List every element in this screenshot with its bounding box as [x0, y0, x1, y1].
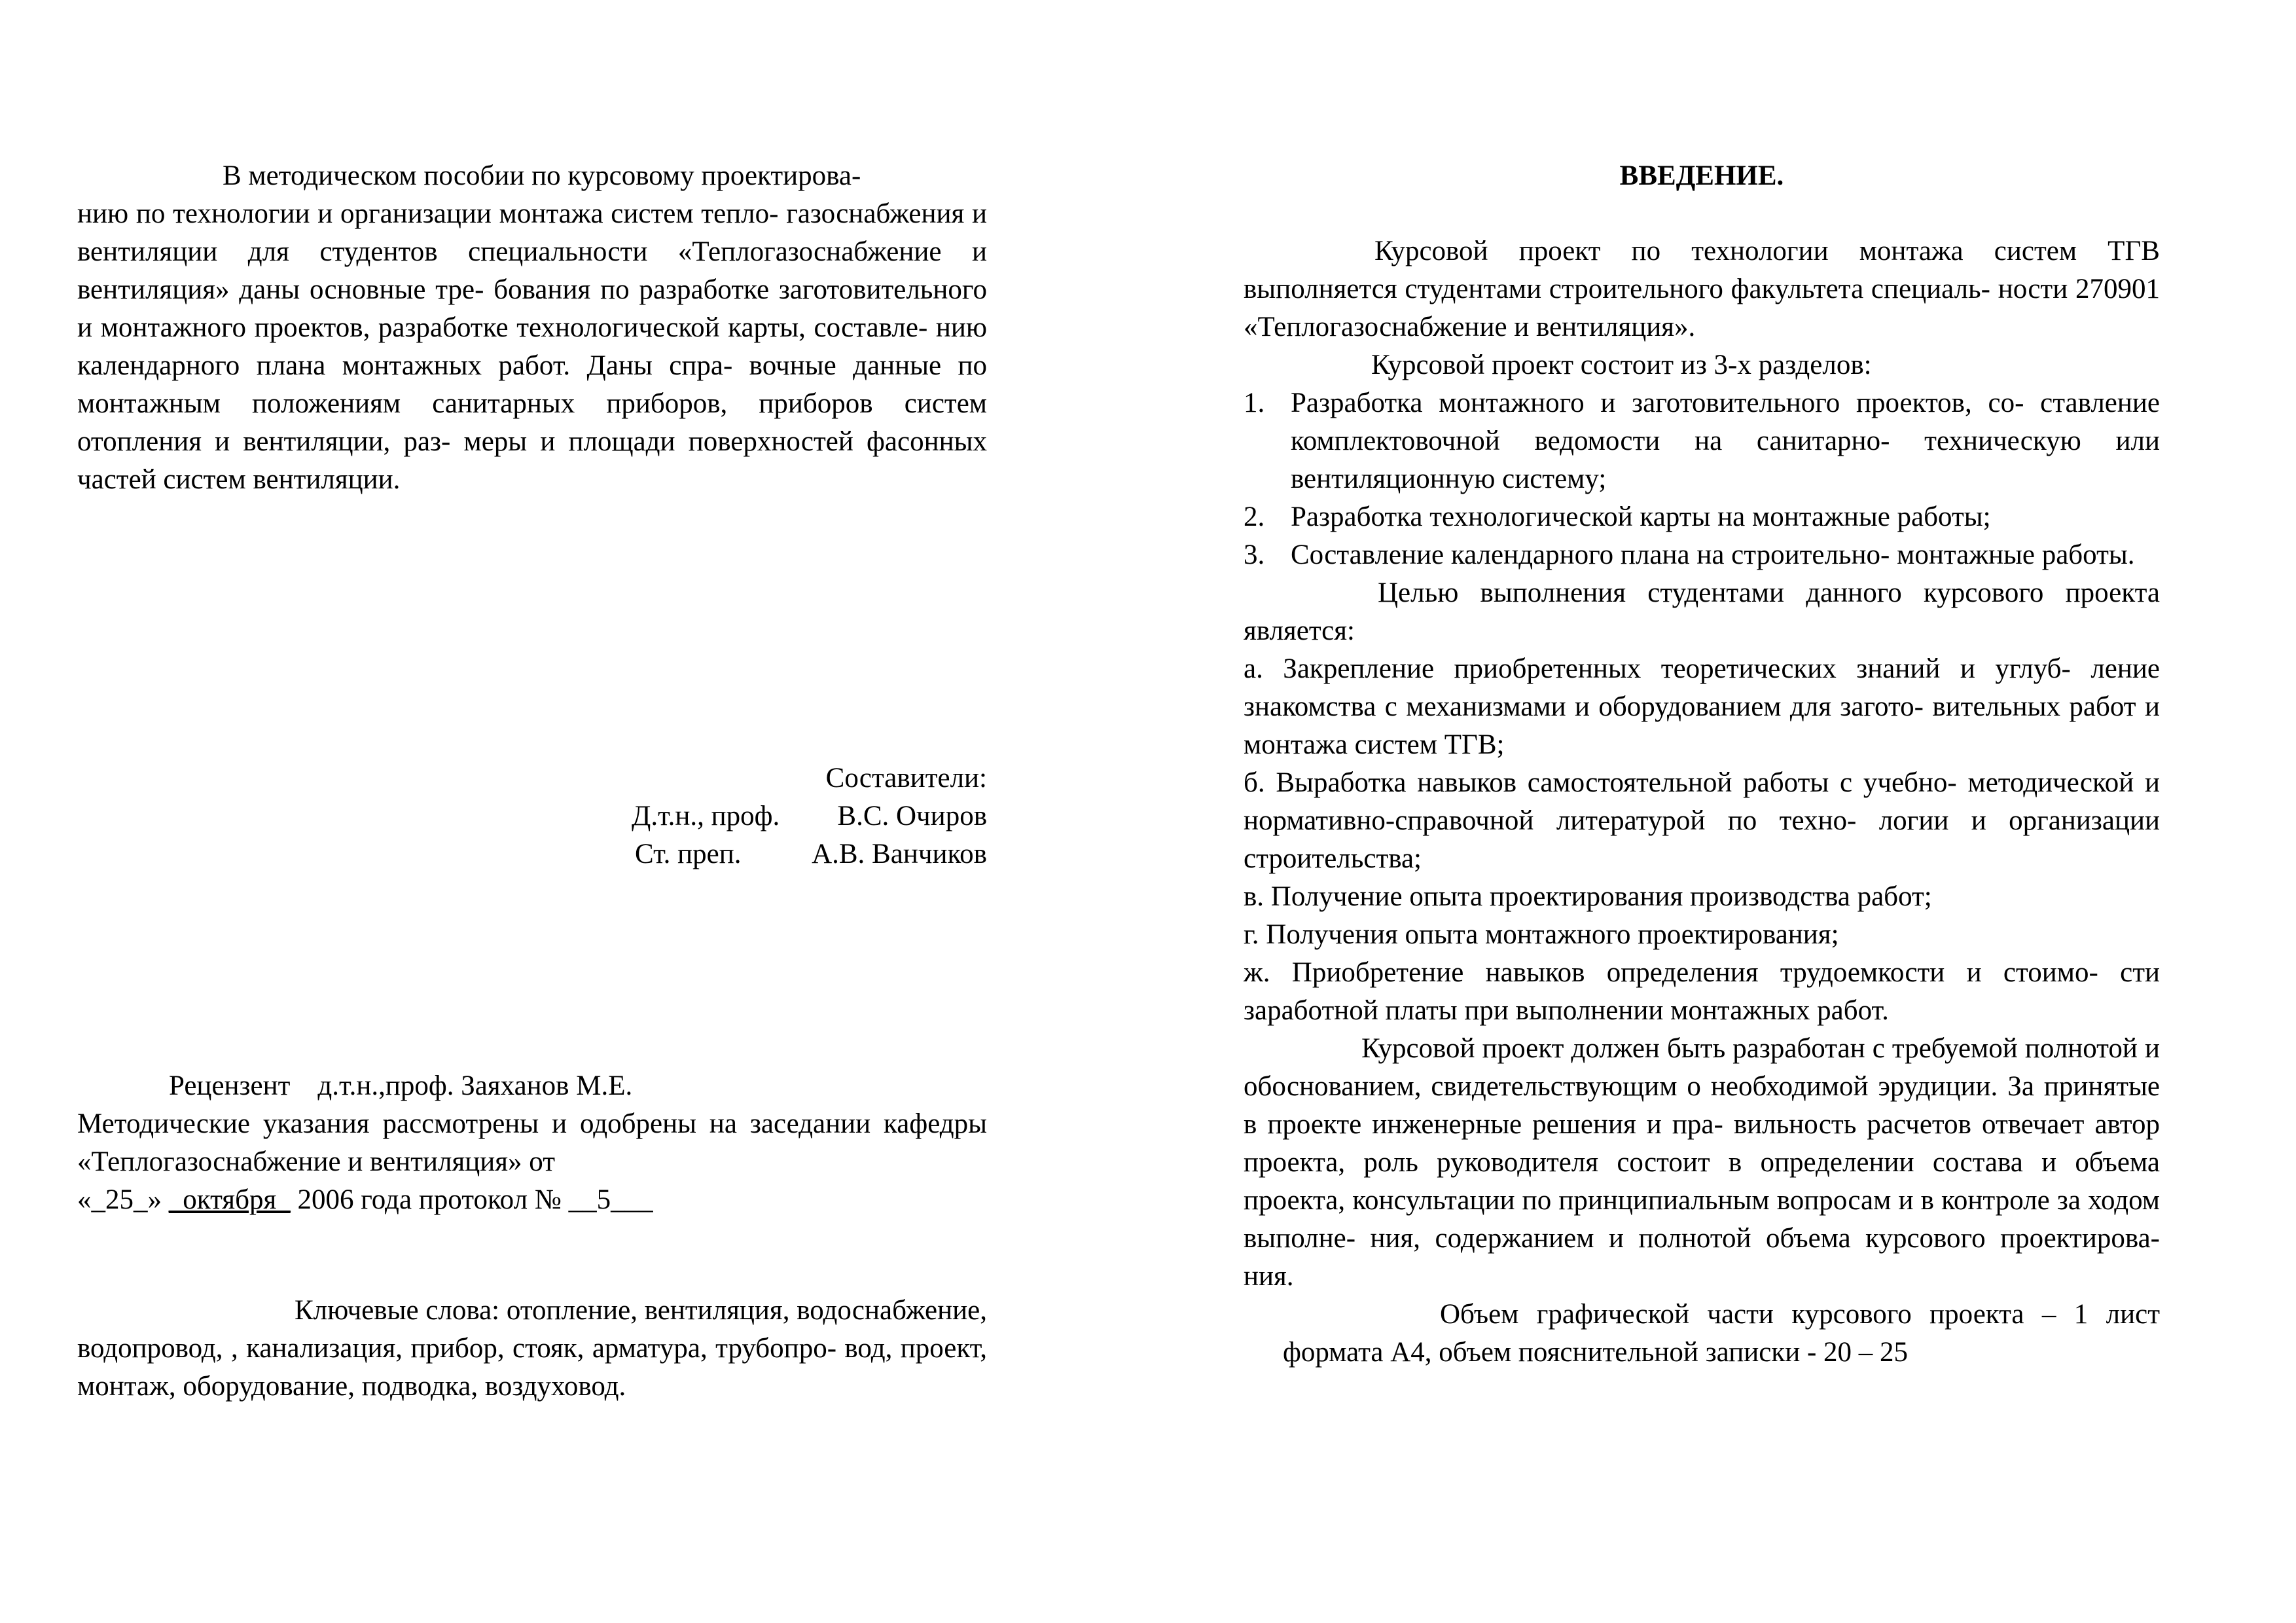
goal-item: ж. Приобретение навыков определения трудоемкости и стоимо- сти заработной платы при выполнении монтажных работ. — [1244, 957, 2160, 1026]
list-item — [1244, 384, 2160, 498]
reviewer-name: д.т.н.,проф. Заяханов М.Е. — [317, 1070, 633, 1101]
compiler-row — [77, 835, 987, 873]
compiler-name: А.В. Ванчиков — [812, 839, 987, 869]
protocol-number: __5___ — [568, 1184, 653, 1215]
list-item — [1244, 498, 2160, 536]
compilers-label: Составители: — [825, 763, 987, 793]
keywords-block — [77, 1292, 987, 1406]
date-day: _25_ — [91, 1184, 148, 1215]
keywords-rest: водопровод, , канализация, прибор, стояк, арматура, трубопро- вод, проект, монтаж, оборудование, подводка, воздуховод. — [77, 1333, 987, 1402]
volume-text: Объем графической части курсового проекта – 1 лист формата А4, объем пояснительной записки - 20 – 25 — [1283, 1299, 2160, 1368]
keywords-first-line: Ключевые слова: отопление, вентиляция, водоснабжение, — [294, 1295, 987, 1326]
compiler-role: Ст. преп. — [635, 839, 742, 869]
list-item-number: 1. — [1244, 388, 1265, 418]
date-year-text: 2006 года протокол № — [290, 1184, 569, 1215]
goal-item: б. Выработка навыков самостоятельной работы с учебно- методической и нормативно-справочной литературой по техно- логии и организации строительства; — [1244, 767, 2160, 874]
introduction-body — [1244, 232, 2160, 1372]
reviewer-line — [77, 1067, 987, 1105]
sections-list — [1244, 384, 2160, 574]
list-item-text: Разработка монтажного и заготовительного проектов, со- ставление комплектовочной ведомости на санитарно- техническую или вентиляционную систему; — [1291, 388, 2160, 494]
goal-intro: Целью выполнения студентами данного курсового проекта является: — [1244, 577, 2160, 646]
list-item — [1244, 536, 2160, 574]
compilers-label-row — [77, 759, 987, 797]
compilers-block — [77, 759, 987, 873]
goal-item: в. Получение опыта проектирования производства работ; — [1244, 881, 1932, 912]
intro-paragraph — [77, 157, 987, 499]
compiler-name: В.С. Очиров — [837, 801, 987, 831]
list-item-text: Разработка технологической карты на монтажные работы; — [1291, 501, 1991, 532]
list-item-text: Составление календарного плана на строительно- монтажные работы. — [1291, 539, 2135, 570]
compiler-role: Д.т.н., проф. — [632, 801, 780, 831]
approval-text: Методические указания рассмотрены и одобрены на заседании кафедры «Теплогазоснабжение и вентиляция» от — [77, 1108, 987, 1177]
course-paragraph: Курсовой проект должен быть разработан с требуемой полнотой и обоснованием, свидетельствующим о необходимой эрудиции. За принятые в проекте инженерные решения и пра- вильность расчетов отвечает автор проекта, роль руководителя состоит в определении состава и объема проекта, консультации по принципиальным вопросам и в контроле за ходом выполне- ния, содержанием и полнотой объема курсового проектирова- ния. — [1244, 1033, 2160, 1292]
intro-para-2: Курсовой проект состоит из 3-х разделов: — [1371, 350, 1872, 380]
review-block — [77, 1067, 987, 1219]
goal-item: а. Закрепление приобретенных теоретических знаний и углуб- ление знакомства с механизмами и оборудованием для загото- вительных работ и монтажа систем ТГВ; — [1244, 653, 2160, 760]
list-item-number: 2. — [1244, 501, 1265, 532]
list-item-number: 3. — [1244, 539, 1265, 570]
date-line — [77, 1181, 987, 1219]
reviewer-label: Рецензент — [169, 1070, 291, 1101]
volume-paragraph — [1244, 1296, 2160, 1372]
intro-rest: нию по технологии и организации монтажа систем тепло- газоснабжения и вентиляции для студентов специальности «Теплогазоснабжение и вентиляция» даны основные тре- бования по разработке заготовительного и монтажного проектов, разработке технологической карты, составле- нию календарного плана монтажных работ. Даны спра- вочные данные по монтажным положениям санитарных приборов, приборов систем отопления и вентиляции, раз- меры и площади поверхностей фасонных частей систем вентиляции. — [77, 198, 987, 495]
date-open-quote: « — [77, 1184, 92, 1215]
date-close-quote: » — [147, 1184, 169, 1215]
intro-para-1: Курсовой проект по технологии монтажа систем ТГВ выполняется студентами строительного факультета специаль- ности 270901 «Теплогазоснабжение и вентиляция». — [1244, 236, 2160, 342]
goal-item: г. Получения опыта монтажного проектирования; — [1244, 919, 1839, 950]
date-month: _октября_ — [168, 1184, 291, 1215]
page-title: ВВЕДЕНИЕ. — [1619, 160, 1784, 191]
intro-first-line: В методическом пособии по курсовому проектирова- — [223, 160, 861, 191]
compiler-row — [77, 797, 987, 835]
